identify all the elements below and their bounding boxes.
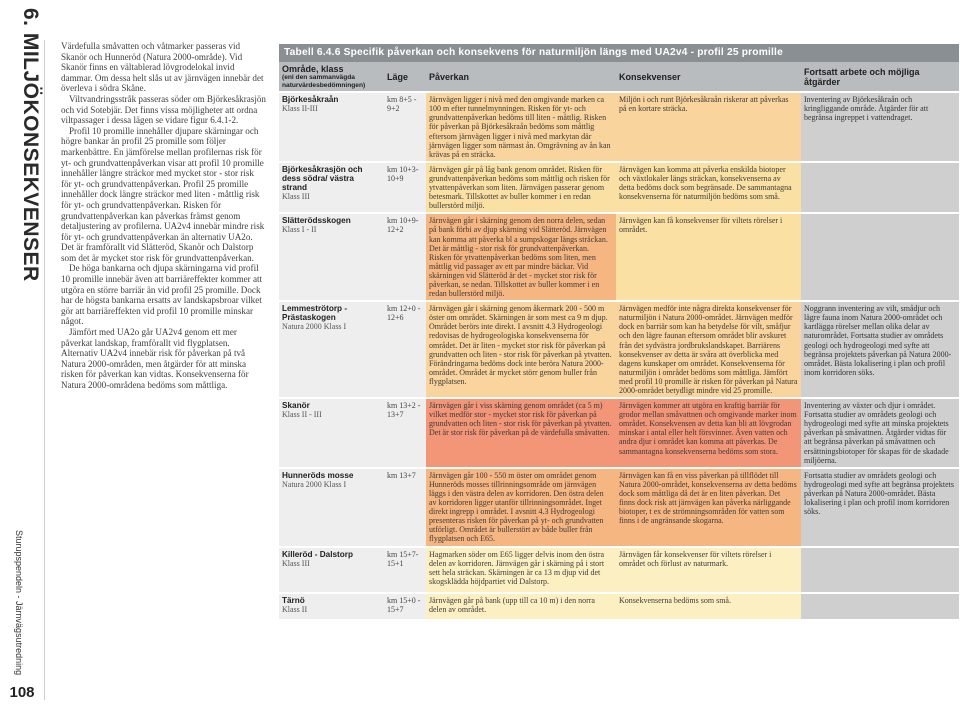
header-location: Läge — [384, 62, 426, 92]
header-continued: Fortsatt arbete och möjliga åtgärder — [801, 62, 959, 92]
continued-cell — [801, 593, 959, 619]
area-class: Natura 2000 Klass I — [282, 322, 347, 332]
consequences-cell: Järnvägen får konsekvenser för viltets rörelser i området och förlust av naturmark. — [616, 547, 801, 593]
header-consequences: Konsekvenser — [616, 62, 801, 92]
continued-cell — [801, 162, 959, 213]
area-name: Skanör — [282, 401, 310, 411]
continued-cell — [801, 213, 959, 301]
table-caption: Tabell 6.4.6 Specifik påverkan och konsekvens för naturmiljön längs med UA2v4 - profil 25 promille — [279, 44, 959, 62]
area-class: Klass III — [282, 558, 310, 568]
table-row — [279, 593, 959, 619]
location-cell: km 8+5 - 9+2 — [384, 92, 426, 162]
body-paragraph: Profil 10 promille innehåller djupare skärningar och högre bankar än profil 25 promille som följer markenbättre. En jämförelse mellan profilernas risk för yt- och grundvattenpåverkan visar att profil 10 promille innehåller längre sträckor med mycket stor - stor risk för yt- och grundvattenpåverkan. Profil 25 promille innehåller dock längre sträckor med liten - måttlig risk för yt- och grundvattenpåverkan. Risken för grundvattenpåverkan kan påverkas främst genom detaljustering av profilerna. UA2v4 innebär mindre risk för yt- och grundvattenpåverkan än alternativ UA2o. Det är framförallt vid Slätteröd, Skanör och Dalstorp som det är mycket stor risk för grundvattenpåverkan. — [61, 125, 265, 263]
chapter-sidebar — [0, 0, 44, 711]
area-cell — [279, 213, 384, 301]
impact-cell: Järnvägen går på bank (upp till ca 10 m) i den norra delen av området. — [426, 593, 616, 619]
area-class: Klass II-III — [282, 104, 318, 114]
report-caption: Sturupspendeln - Järnvägsutredning — [14, 530, 24, 676]
location-cell: km 13+2 - 13+7 — [384, 398, 426, 468]
location-cell: km 15+0 - 15+7 — [384, 593, 426, 619]
header-area-sub: (enl den sammanvägda naturvärdesbedömningen) — [282, 74, 366, 89]
impact-cell: Järnvägen går i viss skärning genom området (ca 5 m) vilket medför stor - mycket stor risk för påverkan på grundvatten och liten - stor risk för påverkan på ytvatten. Det är stor risk för påverkan på de värdefulla småvatten. — [426, 398, 616, 468]
area-class: Klass III — [282, 192, 310, 202]
area-cell — [279, 92, 384, 162]
area-cell — [279, 398, 384, 468]
area-name: Björkesåkraån — [282, 95, 339, 105]
table-row — [279, 468, 959, 547]
table-row — [279, 301, 959, 398]
consequences-cell: Järnvägen kan komma att påverka enskilda biotoper och växtlokaler längs sträckan, konsekvenserna av detta bedöms dock som begränsade. De sammantagna konsekvenserna för naturmiljön bedöms som små. — [616, 162, 801, 213]
area-name: Hunneröds mosse — [282, 470, 354, 480]
impact-cell: Järnvägen går på låg bank genom området. Risken för grundvattenpåverkan bedöms som måttlig och risken för ytvattenpåverkan som liten. Järnvägen passerar genom betesmark. Tillskottet av buller kommer i en redan bullerstörd miljö. — [426, 162, 616, 213]
body-paragraph: De höga bankarna och djupa skärningarna vid profil 10 promille innebär även att barriäreffekter kommer att utgöra en större barriär än vid profil 25 promille. Dock har de högsta bankarna ersatts av landskapsbroar vilket gör att barriäreffekten vid profil 10 promille minskar något. — [61, 263, 263, 327]
area-cell — [279, 593, 384, 619]
impact-table-section — [279, 44, 959, 619]
area-name: Killeröd - Dalstorp — [282, 549, 353, 559]
consequences-cell: Järnvägen medför inte några direkta konsekvenser för naturmiljön i Natura 2000-området. Järnvägen medför dock en barriär som kan ha betydelse för vilt, småfjur och den lägre faunan eftersom området blir avskuret från det sydvästra jordbrukslandskapet. Barriärens konsekvenser av detta är svåra att överblicka med dagens kunskaper om området. Konsekvenserna för naturmiljön i området bedöms som måttliga. Jämfört med profil 10 promille är risken för påverkan på Natura 2000-området betydligt mindre vid 25 promille. — [616, 301, 801, 398]
continued-cell — [801, 547, 959, 593]
header-area-label: Område, klass — [282, 64, 344, 74]
location-cell: km 15+7- 15+1 — [384, 547, 426, 593]
table-row — [279, 92, 959, 162]
table-row — [279, 162, 959, 213]
area-cell — [279, 468, 384, 547]
impact-cell: Järnvägen går 100 - 550 m öster om området genom Hunneröds mosses tillrinningsområde om järnvägen läggs i den västra delen av korridoren. Den östra delen av korridoren ligger utanför tillrinningsområdet. Inget direkt ingrepp i området. I avsnitt 4.3 Hydrogeologi presenteras risken för påverkan på yt- och grundvatten utförligt. Området är bullerstört av både buller från flygplatsen och E65. — [426, 468, 616, 547]
table-row — [279, 398, 959, 468]
chapter-title: 6. MILJÖKONSEKVENSER — [19, 8, 42, 282]
consequences-cell: Järnvägen kan få en viss påverkan på tillflödet till Natura 2000-området, konsekvenserna av detta bedöms dock som måttliga då det är en liten påverkan. Det finns dock risk att järnvägen kan påverka närliggande biotoper, t ex de strömningsområden för vatten som finns i de angränsande skogarna. — [616, 468, 801, 547]
location-cell: km 12+0 - 12+6 — [384, 301, 426, 398]
area-name: Björkesåkrasjön och dess södra/ västra strand — [282, 164, 363, 193]
area-class: Klass II - III — [282, 410, 322, 420]
body-paragraph: Värdefulla småvatten och våtmarker passeras vid Skanör och Hunneröd (Natura 2000-område). Vid Skanör finns en vältablerad lövgrodelokal invid dammar. Om dessa helt slås ut av järnvägen innebär det överleva i södra Skåne. — [61, 41, 264, 94]
impact-cell: Järnvägen ligger i nivå med den omgivande marken ca 100 m efter tunnelmynningen. Risken för yt- och grundvattenpåverkan bedöms till liten - måttlig. Risken för påverkan på Björkesåkraån bedöms som måttlig eftersom järnvägen ligger i nivå med markytan där järnvägen ligger som närmast ån. Omgrävning av ån kan krävas på en sträcka. — [426, 92, 616, 162]
area-cell — [279, 162, 384, 213]
consequences-cell: Järnvägen kan få konsekvenser för viltets rörelser i området. — [616, 213, 801, 301]
area-class: Klass II — [282, 604, 308, 614]
table-row — [279, 547, 959, 593]
header-area — [279, 62, 384, 92]
table-row — [279, 213, 959, 301]
page-number: 108 — [9, 684, 35, 701]
continued-cell: Inventering av Björkesåkraån och kringliggande område. Åtgärder för att begränsa ingreppet i vattendraget. — [801, 92, 959, 162]
area-name: Lemmeströtorp - Prästaskogen — [282, 304, 348, 323]
area-name: Slätterödsskogen — [282, 216, 351, 226]
consequences-cell: Järnvägen kommer att utgöra en kraftig barriär för grodor mellan småvattnen och omgivande marker inom området. Konsekvensen av detta kan bli att lövgrodan minskar i antal eller helt försvinner. Även vatten och andra djur i området kan komma att påverkas. De sammantagna konsekvenserna bedöms som stora. — [616, 398, 801, 468]
sidebar-divider — [44, 40, 45, 700]
impact-cell: Hagmarken söder om E65 ligger delvis inom den östra delen av korridoren. Järnvägen går i skärning på i stort sett hela sträckan. Skärningen är ca 13 m djup vid det skogsklädda höjdpartiet vid Dalstorp. — [426, 547, 616, 593]
area-cell — [279, 547, 384, 593]
consequences-cell: Miljön i och runt Björkesåkraån riskerar att påverkas på en kortare sträcka. — [616, 92, 801, 162]
area-name: Tärnö — [282, 595, 305, 605]
consequences-cell: Konsekvenserna bedöms som små. — [616, 593, 801, 619]
table-header-row — [279, 62, 959, 92]
body-text-column — [61, 41, 266, 391]
area-class: Klass I - II — [282, 225, 317, 235]
location-cell: km 13+7 — [384, 468, 426, 547]
continued-cell: Fortsatta studier av områdets geologi och hydrogeologi med syfte att begränsa projektets påverkan på Natura 2000-området. Bästa lokalisering i plan och profil inom korridoren söks. — [801, 468, 959, 547]
header-impact: Påverkan — [426, 62, 616, 92]
impact-table — [279, 62, 959, 619]
location-cell: km 10+9-12+2 — [384, 213, 426, 301]
body-paragraph: Jämfört med UA2o går UA2v4 genom ett mer påverkat landskap, framförallt vid flygplatsen. Alternativ UA2v4 innebär risk för påverkan på två Natura 2000-områden, men åtgärder för att minska risken för påverkan kan vidtas. Konsekvenserna för Natura 2000-områdena bedöms som måttliga. — [61, 327, 249, 390]
area-class: Natura 2000 Klass I — [282, 479, 347, 489]
area-cell — [279, 301, 384, 398]
location-cell: km 10+3-10+9 — [384, 162, 426, 213]
continued-cell: Inventering av växter och djur i området. Fortsatta studier av områdets geologi och hydrogeologi med syfte att minska projektets påverkan på småvattnen. Åtgärder vidtas för att begränsa påverkan på småvattnen och ersättningsbiotoper för skapas för de skadade miljöerna. — [801, 398, 959, 468]
impact-cell: Järnvägen går i skärning genom den norra delen, sedan på bank förbi av djup skärning vid Slätteröd. Järnvägen kan komma att påverka bl a sumpskogar längs sträckan. Det är måttlig - stor risk för grundvattenpåverkan. Risken för ytvattenpåverkan bedöms som liten, men måttlig vid passager av ett par mindre bäckar. Vid skärningen vid Slätteröd är det - mycket stor risk för påverkan, se nedan. Tillskottet av buller kommer i en redan bullerstörd miljö. — [426, 213, 616, 301]
body-paragraph: Viltvandringsstråk passeras söder om Björkesåkrasjön och vid Sotebjär. Det finns vissa möjligheter att ordna viltpassager i dessa lägen se vidare figur 6.4.1-2. — [61, 93, 266, 126]
continued-cell: Noggrann inventering av vilt, smådjur och lägre fauna inom Natura 2000-området och kartlägga rörelser mellan olika delar av naturområdet. Fortsatta studier av områdets geologi och hydrogeologi med syfte att begränsa projektets påverkan på Natura 2000-området. Bästa lokalisering i plan och profil inom korridoren söks. — [801, 301, 959, 398]
impact-cell: Järnvägen går i skärning genom åkermark 200 - 500 m öster om området. Skärningen är som mest ca 9 m djup. Området berörs inte direkt. I avsnitt 4.3 Hydrogeologi redovisas de hydrogeologiska konsekvenserna för området. Det är liten - mycket stor risk för påverkan på grundvatten och liten - stor risk för påverkan på ytvatten. Förändringarna bedöms dock inte beröra Natura 2000-området. Området är mycket störr genom buller från flygplatsen. — [426, 301, 616, 398]
